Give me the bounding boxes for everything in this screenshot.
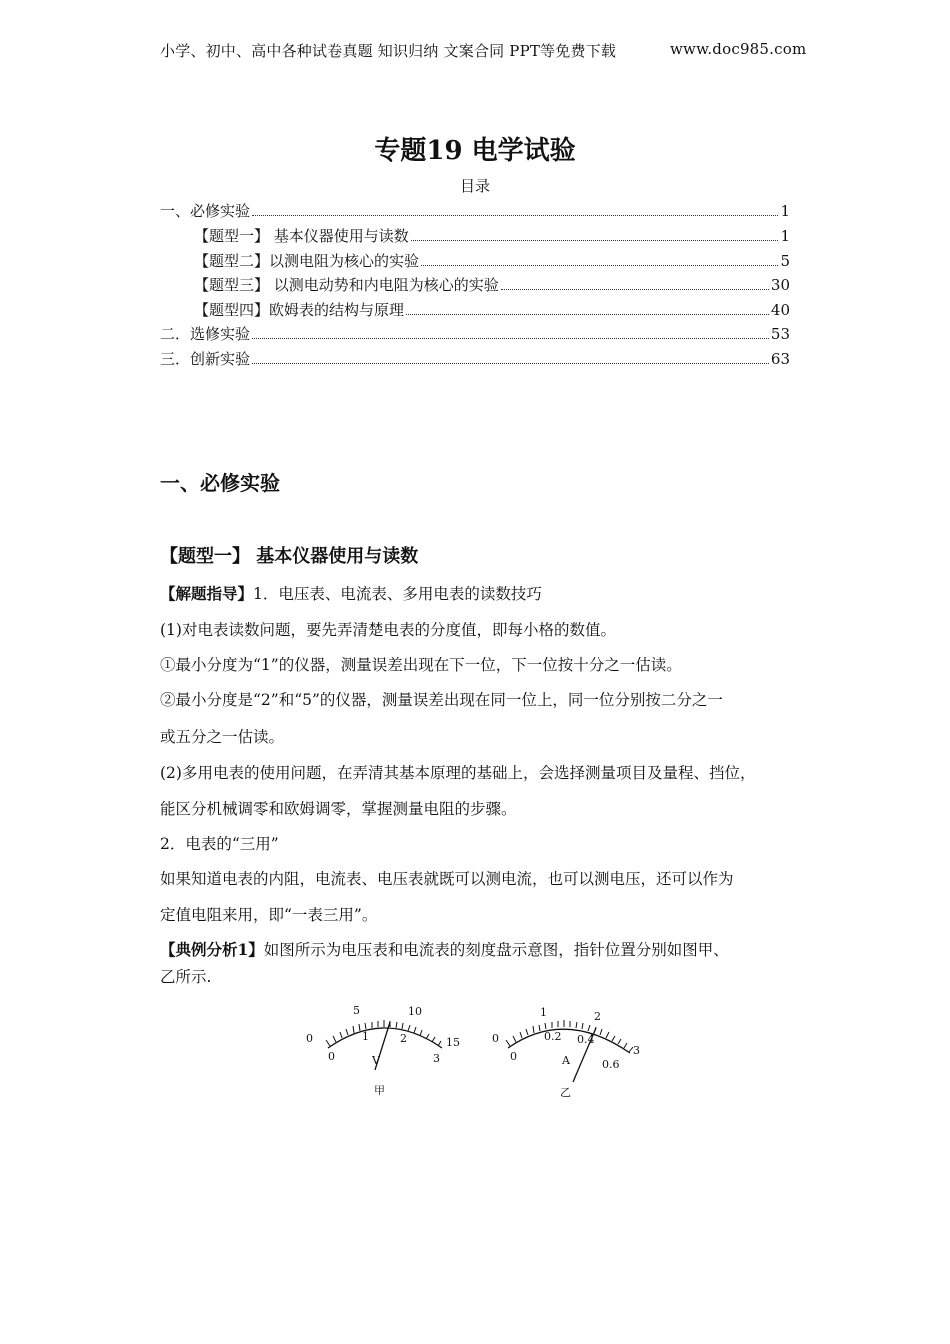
- toc-item[interactable]: [160, 200, 790, 221]
- voltmeter-caption: 甲: [374, 1084, 385, 1097]
- ammeter-tick-label: 3: [633, 1044, 640, 1057]
- voltmeter-tick-label: 0: [306, 1032, 313, 1045]
- toc-item-label: 一、必修实验: [160, 202, 251, 220]
- toc-item-label: 【题型一】 基本仪器使用与读数: [194, 227, 409, 245]
- paragraph: 定值电阻来用，即“一表三用”。: [160, 906, 378, 924]
- toc-item[interactable]: [194, 250, 790, 271]
- ammeter-tick-label: 0.4: [577, 1033, 595, 1046]
- voltmeter-tick-label: 2: [400, 1032, 407, 1045]
- voltmeter-tick-label: 1: [362, 1030, 369, 1043]
- ammeter-tick-label: 0.2: [544, 1030, 562, 1043]
- subsection-heading: 【题型一】 基本仪器使用与读数: [160, 546, 419, 567]
- ammeter-tick-label: 0.6: [602, 1058, 620, 1071]
- voltmeter-tick-label: 0: [328, 1050, 335, 1063]
- toc-item-page: 40: [770, 301, 790, 319]
- toc-item-page: 30: [770, 276, 790, 294]
- toc-item-label: 【题型四】欧姆表的结构与原理: [194, 301, 405, 319]
- voltmeter-unit: V: [372, 1054, 380, 1067]
- toc-item-page: 1: [780, 202, 790, 220]
- voltmeter-tick-label: 10: [408, 1005, 422, 1018]
- paragraph: ②最小分度是“2”和“5”的仪器，测量误差出现在同一位上，同一位分别按二分之一: [160, 691, 723, 709]
- toc-item-label: 三．创新实验: [160, 350, 251, 368]
- example-text: 如图所示为电压表和电流表的刻度盘示意图，指针位置分别如图甲、: [263, 941, 729, 959]
- toc-item[interactable]: [160, 348, 790, 369]
- voltmeter-dial: [306, 1004, 460, 1097]
- voltmeter-tick-label: 3: [433, 1052, 440, 1065]
- toc-item[interactable]: [194, 225, 790, 246]
- header-site[interactable]: www.doc985.com: [670, 40, 807, 58]
- toc-item-page: 5: [780, 252, 790, 270]
- toc-heading: 目录: [459, 177, 490, 195]
- ammeter-tick-label: 1: [540, 1006, 547, 1019]
- voltmeter-tick-label: 15: [446, 1036, 460, 1049]
- ammeter-dial: [492, 1006, 640, 1099]
- header-text: 小学、初中、高中各种试卷真题 知识归纳 文案合同 PPT等免费下载: [160, 42, 617, 60]
- paragraph: 如果知道电表的内阻，电流表、电压表就既可以测电流，也可以测电压，还可以作为: [160, 870, 734, 888]
- example-label: 【典例分析1】: [160, 940, 264, 959]
- guide-label: 【解题指导】: [160, 584, 254, 603]
- toc-item[interactable]: [194, 299, 790, 320]
- guide-text: 1．电压表、电流表、多用电表的读数技巧: [253, 585, 542, 603]
- ammeter-caption: 乙: [560, 1086, 571, 1099]
- toc-item-label: 【题型二】以测电阻为核心的实验: [194, 252, 420, 270]
- section-heading: 一、必修实验: [160, 471, 280, 495]
- ammeter-tick-label: 0: [510, 1050, 517, 1063]
- toc-item[interactable]: [194, 274, 790, 295]
- page-header: [160, 40, 807, 61]
- toc-item-label: 【题型三】 以测电动势和内电阻为核心的实验: [194, 276, 499, 294]
- ammeter-arc: [508, 1029, 630, 1053]
- toc-item-page: 63: [770, 350, 790, 368]
- paragraph: (1)对电表读数问题，要先弄清楚电表的分度值，即每小格的数值。: [160, 621, 616, 639]
- guide-paragraph: [160, 583, 800, 605]
- ammeter-ticks: [506, 1020, 633, 1052]
- paragraph: ①最小分度为“1”的仪器，测量误差出现在下一位，下一位按十分之一估读。: [160, 656, 682, 674]
- toc-item[interactable]: [160, 323, 790, 344]
- meter-figure: [290, 998, 670, 1108]
- toc-item-label: 二．选修实验: [160, 325, 251, 343]
- paragraph: 乙所示.: [160, 968, 212, 986]
- ammeter-unit: A: [562, 1054, 570, 1067]
- paragraph: (2)多用电表的使用问题，在弄清其基本原理的基础上，会选择测量项目及量程、挡位，: [160, 764, 756, 782]
- toc-item-page: 53: [770, 325, 790, 343]
- ammeter-tick-label: 0: [492, 1032, 499, 1045]
- paragraph: 或五分之一估读。: [160, 728, 285, 746]
- toc-item-page: 1: [780, 227, 790, 245]
- example-paragraph: [160, 939, 800, 961]
- paragraph: 能区分机械调零和欧姆调零，掌握测量电阻的步骤。: [160, 800, 517, 818]
- ammeter-tick-label: 2: [594, 1010, 601, 1023]
- voltmeter-tick-label: 5: [353, 1004, 360, 1017]
- page-title: 专题19 电学试验: [374, 136, 576, 166]
- paragraph: 2．电表的“三用”: [160, 835, 279, 853]
